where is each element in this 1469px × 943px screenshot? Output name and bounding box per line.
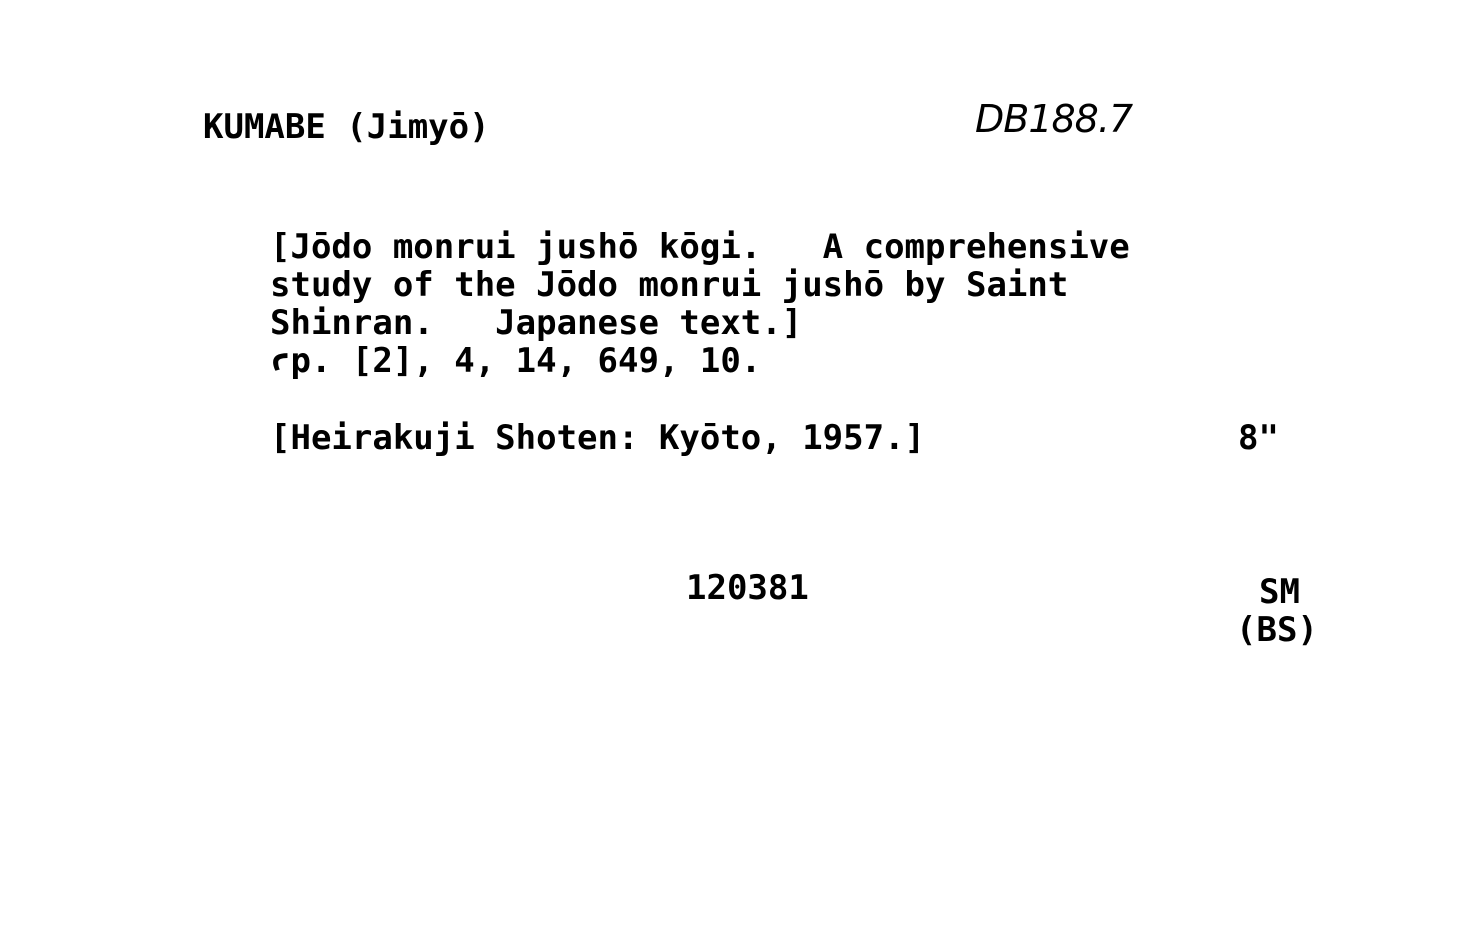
size: 8" bbox=[1238, 418, 1279, 458]
imprint: [Heirakuji Shoten: Kyōto, 1957.] bbox=[270, 418, 926, 458]
title-line-3: Shinran. Japanese text.] bbox=[270, 303, 803, 343]
pagination-line: ꜥp. [2], 4, 14, 649, 10. bbox=[270, 341, 762, 381]
author-heading: KUMABE (Jimyō) bbox=[203, 107, 490, 147]
title-line-2: study of the Jōdo monrui jushō by Saint bbox=[270, 265, 1069, 305]
call-number: DB188.7 bbox=[975, 97, 1133, 141]
location-sub-code: (BS) bbox=[1236, 610, 1318, 650]
title-line-1: [Jōdo monrui jushō kōgi. A comprehensive bbox=[270, 227, 1130, 267]
location-code: SM bbox=[1259, 572, 1300, 612]
accession-number: 120381 bbox=[686, 568, 809, 608]
